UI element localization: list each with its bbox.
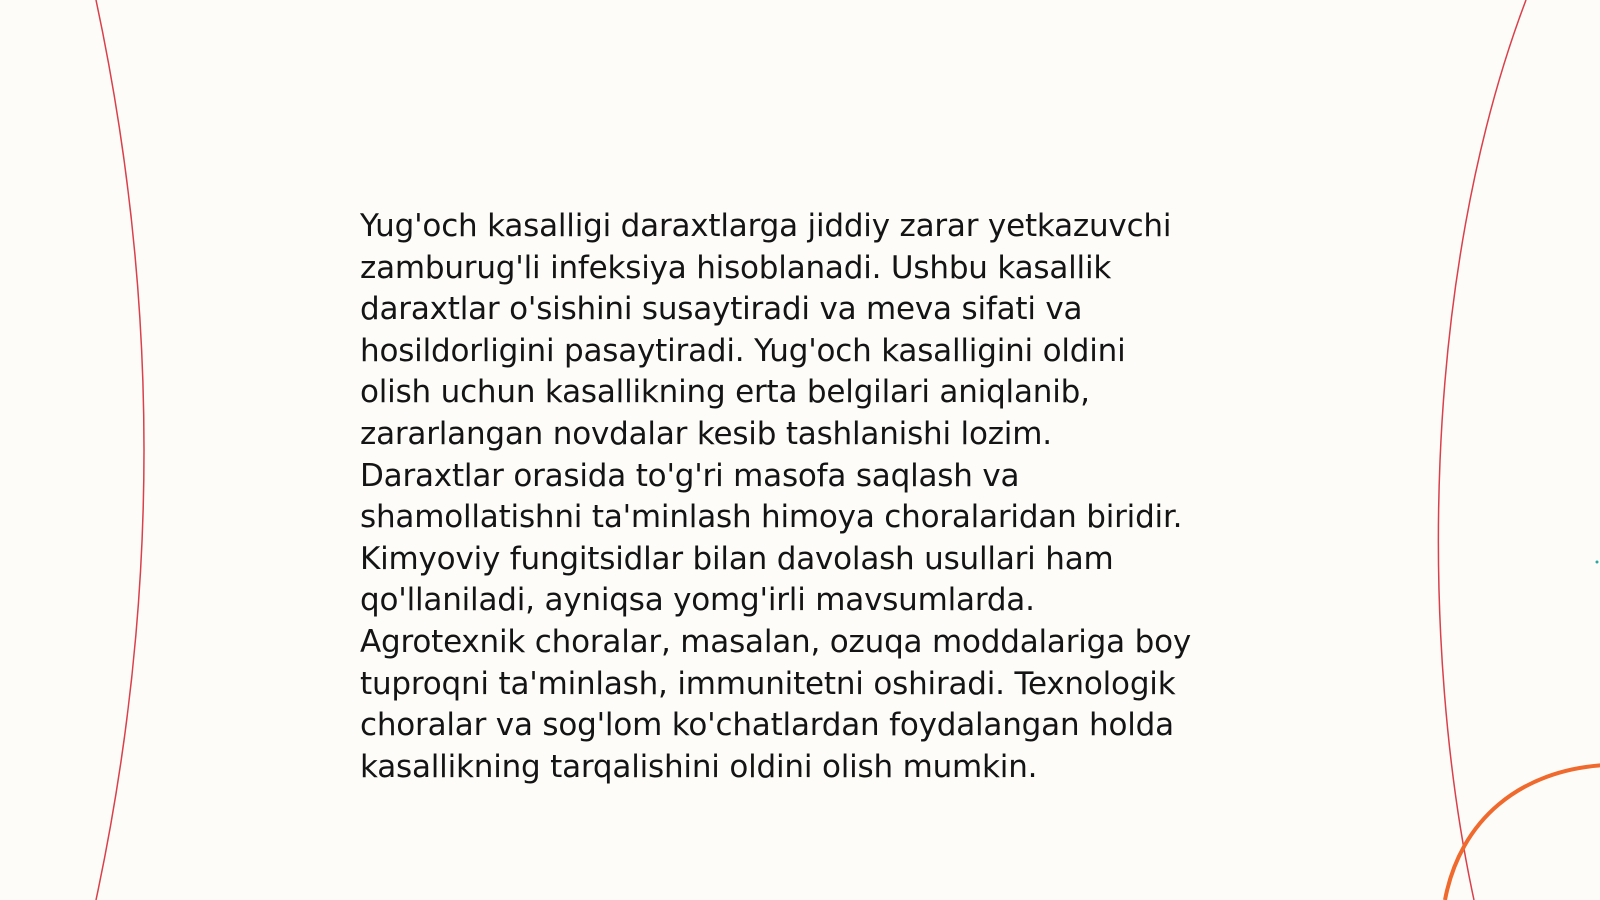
body-text: Yug'och kasalligi daraxtlarga jiddiy zarar yetkazuvchi zamburug'li infeksiya hisoblanadi. Ushbu kasallik daraxtlar o'sishini susaytiradi va meva sifati va hosildorligini pasaytiradi. Yug'och kasalligini oldini olish uchun kasallikning erta belgilari aniqlanib, zararlangan novdalar kesib tashlanishi lozim. Daraxtlar orasida to'g'ri masofa saqlash va shamollatishni ta'minlash himoya choralaridan biridir. Kimyoviy fungitsidlar bilan davolash usullari ham qo'llaniladi, ayniqsa yomg'irli mavsumlarda. Agrotexnik choralar, masalan, ozuqa moddalariga boy tuproqni ta'minlash, immunitetni oshiradi. Texnologik choralar va sog'lom ko'chatlardan foydalangan holda kasallikning tarqalishini oldini olish mumkin. xyxy=(360,208,1191,785)
edge-dot xyxy=(1596,561,1599,564)
accent-arc xyxy=(1445,765,1600,900)
right-curve-line xyxy=(1438,0,1526,900)
left-curve-line xyxy=(96,0,144,900)
